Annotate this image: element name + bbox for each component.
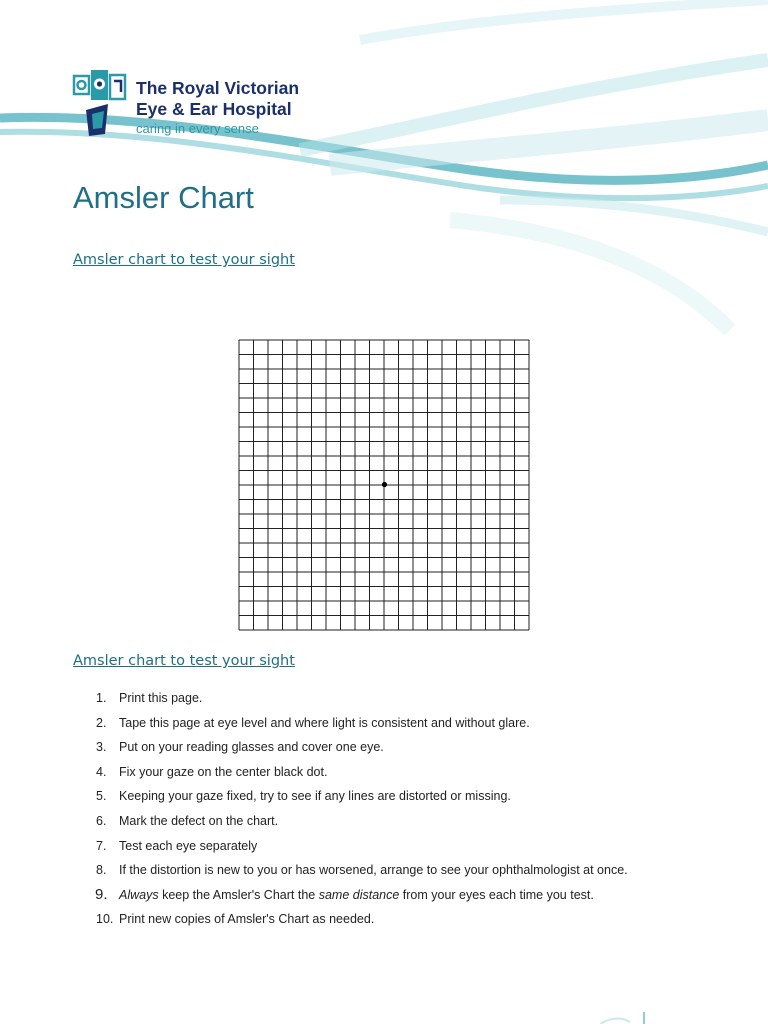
instruction-text: Tape this page at eye level and where light is consistent and without glare. — [119, 715, 530, 730]
instruction-item — [96, 784, 686, 809]
amsler-grid-container — [238, 339, 530, 631]
instruction-number: 1. — [96, 691, 107, 705]
logo-tagline: caring in every sense — [136, 121, 259, 136]
instruction-item — [96, 907, 686, 932]
instruction-emphasis: same distance — [318, 887, 400, 902]
instruction-text: Test each eye separately — [119, 838, 258, 853]
instruction-number: 5. — [96, 789, 107, 804]
instruction-item — [96, 711, 686, 736]
subheading-instructions: Amsler chart to test your sight — [73, 653, 295, 669]
page-title: Amsler Chart — [73, 180, 254, 215]
instruction-text: If the distortion is new to you or has worsened, arrange to see your ophthalmologist at once. — [119, 863, 628, 878]
logo-name-line-2: Eye & Ear Hospital — [136, 99, 292, 119]
logo-name-line-1: The Royal Victorian — [136, 78, 300, 98]
amsler-grid — [238, 339, 530, 631]
instruction-text: Print this page. — [119, 691, 203, 705]
instruction-number: 3. — [96, 740, 107, 755]
center-dot — [382, 482, 387, 487]
instruction-number: 10. — [96, 912, 114, 927]
instruction-text: Keeping your gaze fixed, try to see if any lines are distorted or missing. — [119, 789, 511, 804]
instruction-item — [96, 858, 686, 883]
instruction-item — [96, 883, 686, 908]
instruction-item — [96, 686, 686, 711]
instruction-emphasis: Always — [119, 887, 159, 902]
instruction-number: 2. — [96, 715, 107, 730]
page-corner-decoration — [600, 1012, 660, 1024]
instruction-number: 9. — [95, 885, 108, 903]
instruction-item — [96, 760, 686, 785]
instruction-text: Put on your reading glasses and cover one eye. — [119, 740, 384, 755]
instruction-text: Mark the defect on the chart. — [119, 813, 279, 828]
hospital-logo-icon — [72, 70, 130, 136]
instruction-text-part: from your eyes each time you test. — [399, 887, 594, 902]
instruction-item — [96, 809, 686, 834]
instruction-number: 6. — [96, 813, 107, 828]
instruction-item — [96, 735, 686, 760]
instruction-text: Fix your gaze on the center black dot. — [119, 764, 328, 779]
instruction-number: 8. — [96, 863, 107, 878]
instruction-text: Print new copies of Amsler's Chart as needed. — [119, 912, 375, 927]
hospital-logo — [72, 70, 308, 136]
instruction-text — [119, 888, 594, 902]
instruction-number: 7. — [96, 838, 107, 853]
subheading-top: Amsler chart to test your sight — [73, 252, 295, 268]
instruction-text-part: keep the Amsler's Chart the — [158, 887, 319, 902]
instruction-number: 4. — [96, 764, 107, 779]
instruction-list — [96, 686, 686, 932]
instruction-item — [96, 834, 686, 859]
